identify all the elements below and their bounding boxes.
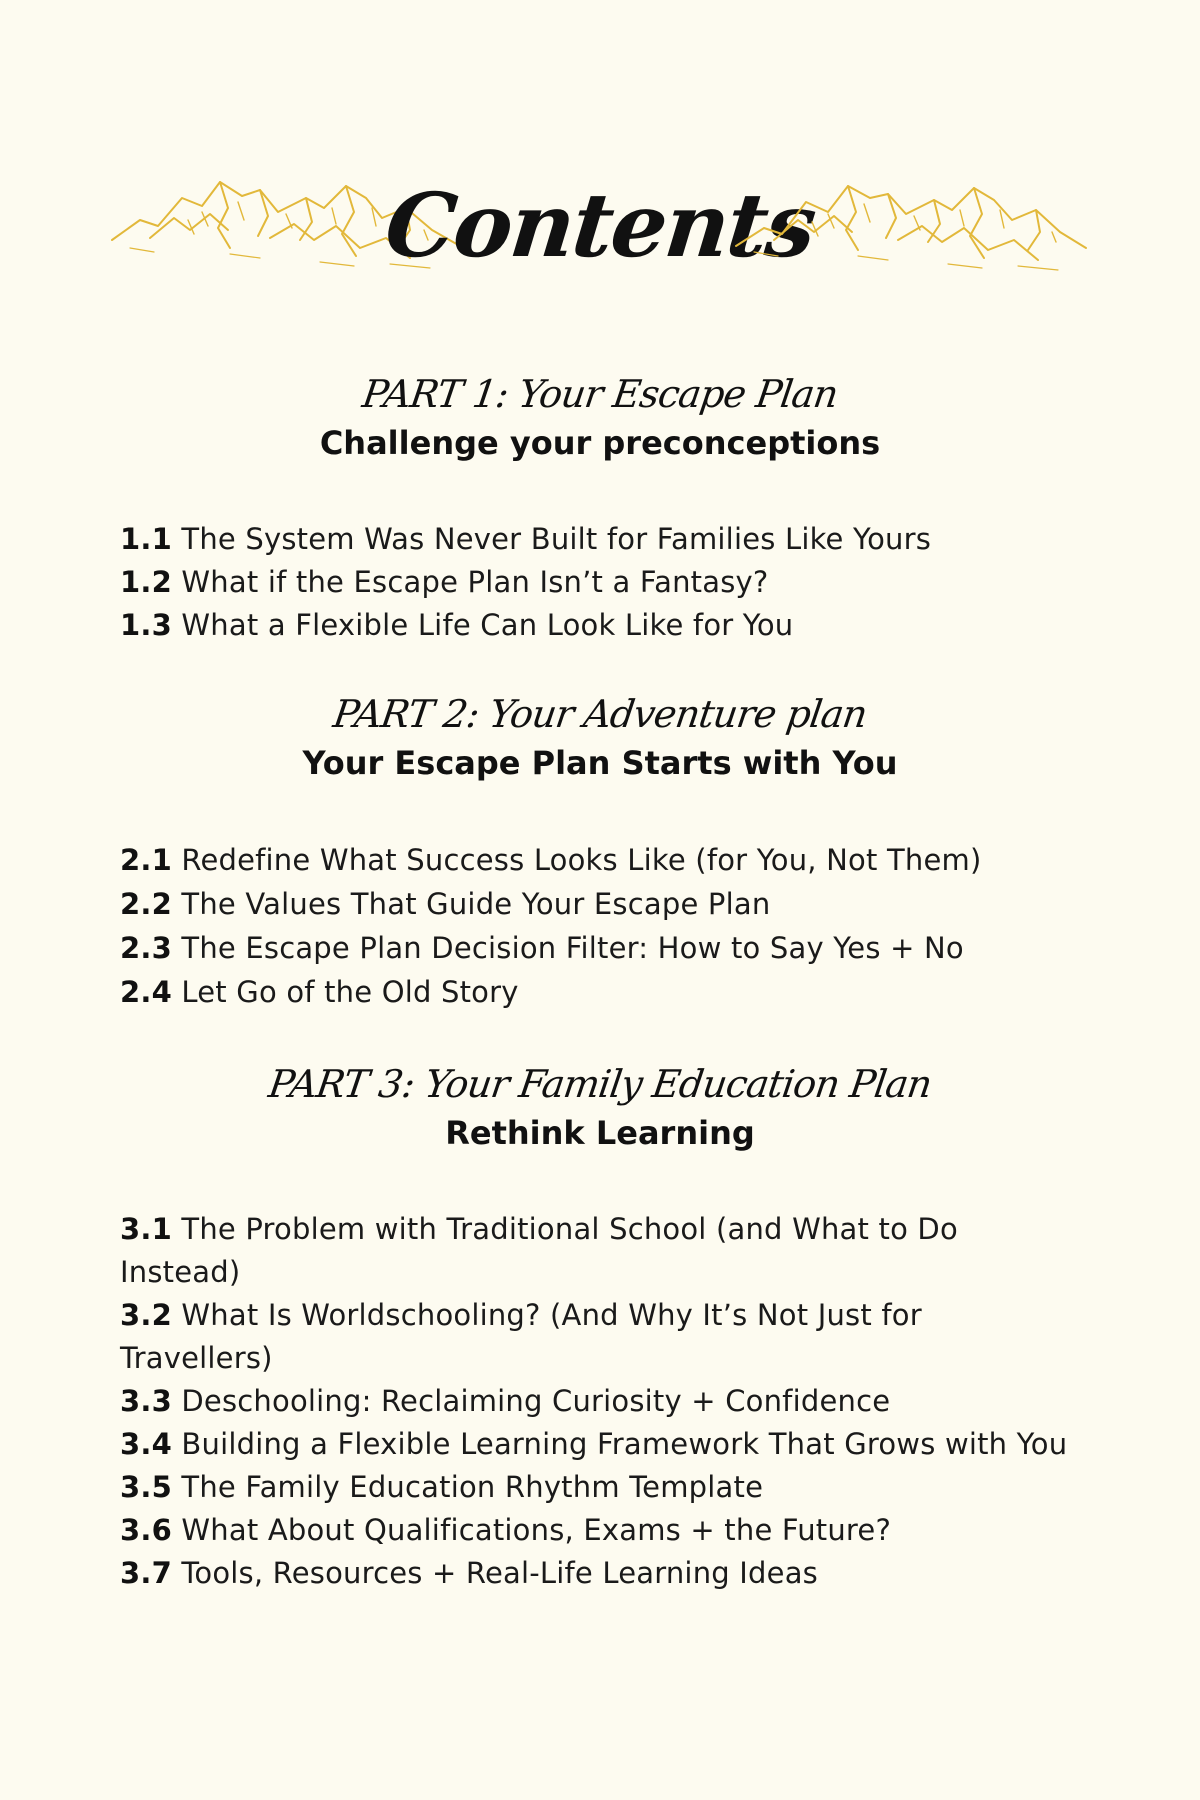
toc-item-number: 3.2: [120, 1298, 172, 1332]
toc-item-text: The System Was Never Built for Families Like Yours: [181, 522, 932, 556]
toc-item-number: 1.1: [120, 522, 172, 556]
toc-item-text: What Is Worldschooling? (And Why It’s Not Just for Travellers): [120, 1298, 922, 1375]
toc-item-number: 2.2: [120, 887, 172, 921]
toc-item-number: 2.3: [120, 931, 172, 965]
toc-item-text: The Problem with Traditional School (and What to Do Instead): [120, 1212, 958, 1289]
toc-item-number: 2.1: [120, 843, 172, 877]
toc-item[interactable]: [120, 604, 1080, 647]
toc-item[interactable]: [120, 1552, 1080, 1595]
toc-item[interactable]: [120, 838, 1080, 882]
toc-item-text: Tools, Resources + Real-Life Learning Ideas: [181, 1556, 818, 1590]
toc-item[interactable]: [120, 1294, 1080, 1380]
toc-item[interactable]: [120, 561, 1080, 604]
toc-item-text: Building a Flexible Learning Framework That Grows with You: [181, 1427, 1068, 1461]
toc-item-text: Redefine What Success Looks Like (for You, Not Them): [181, 843, 982, 877]
part-2-heading: [0, 688, 1200, 786]
toc-item-text: What if the Escape Plan Isn’t a Fantasy?: [181, 565, 769, 599]
toc-item-text: The Escape Plan Decision Filter: How to Say Yes + No: [181, 931, 964, 965]
part-1-subtitle: Challenge your preconceptions: [319, 424, 881, 462]
part-2-subtitle: Your Escape Plan Starts with You: [302, 744, 898, 782]
toc-item-number: 3.5: [120, 1470, 172, 1504]
toc-item[interactable]: [120, 970, 1080, 1014]
toc-item[interactable]: [120, 1423, 1080, 1466]
part-1-toc-list: [120, 518, 1080, 647]
toc-item-text: Let Go of the Old Story: [181, 975, 519, 1009]
toc-item[interactable]: [120, 1208, 1080, 1294]
part-2-script-title: PART 2: Your Adventure plan: [330, 692, 870, 736]
toc-item-number: 3.1: [120, 1212, 172, 1246]
toc-item[interactable]: [120, 926, 1080, 970]
mountain-range-right-icon: [730, 168, 1090, 278]
toc-item-text: What a Flexible Life Can Look Like for You: [181, 608, 794, 642]
toc-item-number: 3.4: [120, 1427, 172, 1461]
toc-item-number: 2.4: [120, 975, 172, 1009]
toc-item-text: What About Qualifications, Exams + the Future?: [181, 1513, 892, 1547]
part-3-toc-list: [120, 1208, 1080, 1595]
toc-item-number: 3.6: [120, 1513, 172, 1547]
toc-item-text: The Family Education Rhythm Template: [181, 1470, 764, 1504]
toc-item[interactable]: [120, 1466, 1080, 1509]
page-title: Contents: [380, 173, 820, 277]
toc-item-text: The Values That Guide Your Escape Plan: [181, 887, 771, 921]
toc-item[interactable]: [120, 882, 1080, 926]
contents-header: [110, 150, 1090, 300]
toc-item-number: 1.2: [120, 565, 172, 599]
toc-item[interactable]: [120, 1509, 1080, 1552]
part-3-subtitle: Rethink Learning: [445, 1114, 755, 1152]
toc-item-number: 3.3: [120, 1384, 172, 1418]
part-3-script-title: PART 3: Your Family Education Plan: [265, 1062, 935, 1106]
part-2-toc-list: [120, 838, 1080, 1014]
toc-item[interactable]: [120, 518, 1080, 561]
toc-item-number: 1.3: [120, 608, 172, 642]
part-3-heading: [0, 1058, 1200, 1156]
toc-item-number: 3.7: [120, 1556, 172, 1590]
toc-item[interactable]: [120, 1380, 1080, 1423]
part-1-script-title: PART 1: Your Escape Plan: [359, 372, 841, 416]
toc-item-text: Deschooling: Reclaiming Curiosity + Confidence: [181, 1384, 891, 1418]
part-1-heading: [0, 368, 1200, 466]
